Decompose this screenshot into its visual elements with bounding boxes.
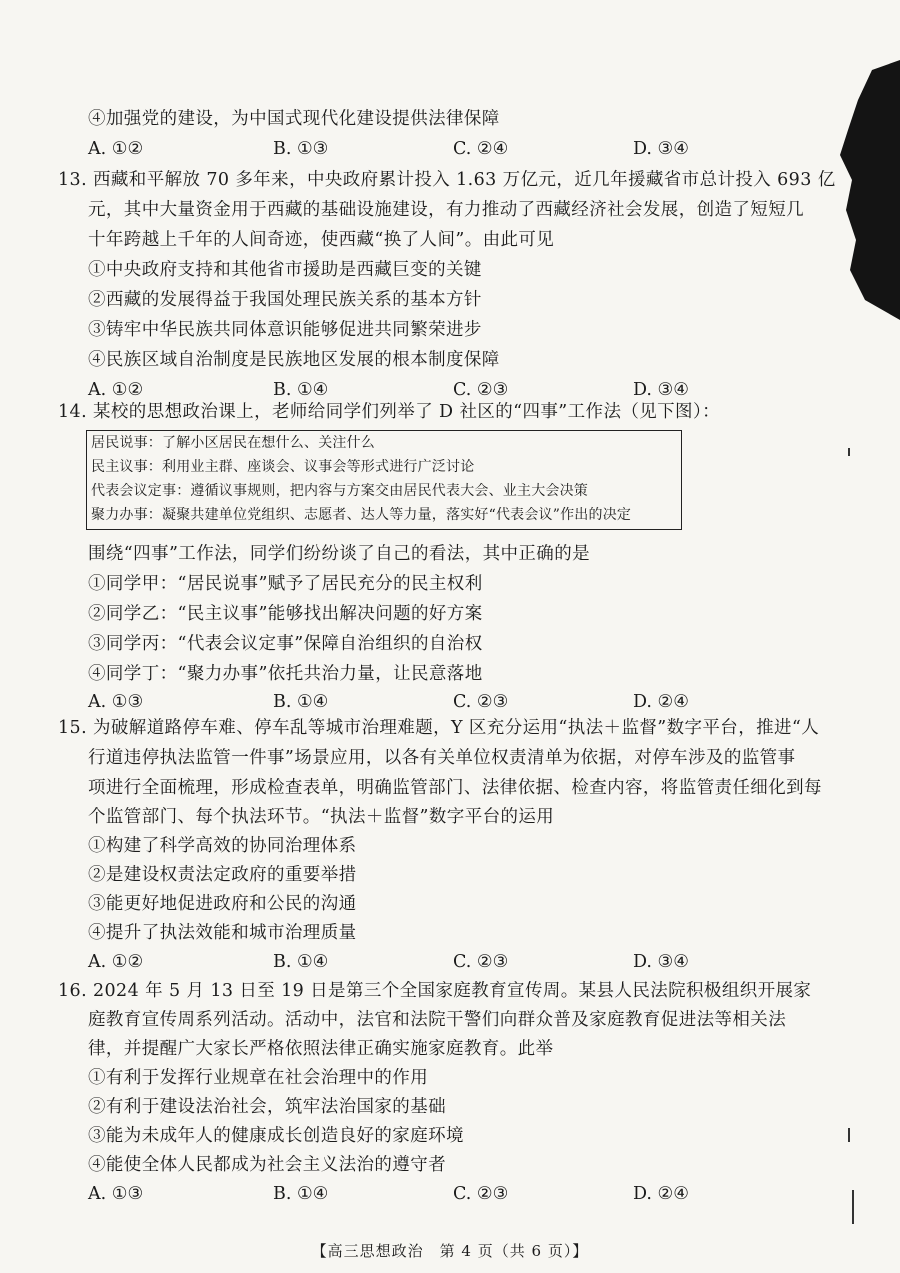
- q12-option-b: B. ①③: [273, 139, 329, 159]
- q13-option-c: C. ②③: [453, 380, 509, 400]
- q15-stem-line-1: 15. 为破解道路停车难、停车乱等城市治理难题，Y 区充分运用“执法＋监督”数字平台，推进“人: [58, 718, 820, 738]
- q12-options: [88, 137, 828, 161]
- q15-option-a: A. ①②: [88, 952, 144, 972]
- q13-stem-line-2: 元，其中大量资金用于西藏的基础设施建设，有力推动了西藏经济社会发展，创造了短短几: [88, 200, 804, 220]
- q14-item-2: ②同学乙：“民主议事”能够找出解决问题的好方案: [88, 604, 483, 624]
- q15-item-3: ③能更好地促进政府和公民的沟通: [88, 894, 357, 914]
- q14-item-3: ③同学丙：“代表会议定事”保障自治组织的自治权: [88, 634, 483, 654]
- q16-option-d: D. ②④: [633, 1184, 689, 1204]
- q13-option-b: B. ①④: [273, 380, 329, 400]
- torn-edge-shadow: [810, 60, 900, 320]
- q14-option-d: D. ②④: [633, 692, 689, 712]
- q16-option-b: B. ①④: [273, 1184, 329, 1204]
- q16-options: [88, 1182, 828, 1206]
- q14-option-b: B. ①④: [273, 692, 329, 712]
- q16-item-3: ③能为未成年人的健康成长创造良好的家庭环境: [88, 1126, 464, 1146]
- page-footer: 【高三思想政治 第 4 页（共 6 页）】: [311, 1242, 589, 1260]
- q15-option-b: B. ①④: [273, 952, 329, 972]
- q15-item-2: ②是建设权责法定政府的重要举措: [88, 865, 357, 885]
- q15-item-4: ④提升了执法效能和城市治理质量: [88, 923, 357, 943]
- q15-option-d: D. ③④: [633, 952, 689, 972]
- q14-box-row-1: 居民说事：了解小区居民在想什么、关注什么: [91, 435, 375, 451]
- q16-item-2: ②有利于建设法治社会，筑牢法治国家的基础: [88, 1097, 446, 1117]
- q15-option-c: C. ②③: [453, 952, 509, 972]
- q13-stem-line-1: 13. 西藏和平解放 70 多年来，中央政府累计投入 1.63 万亿元，近几年援藏省市总计投入 693 亿: [58, 170, 836, 190]
- q16-item-1: ①有利于发挥行业规章在社会治理中的作用: [88, 1068, 429, 1088]
- q12-item-4: ④加强党的建设，为中国式现代化建设提供法律保障: [88, 109, 500, 129]
- q16-stem-line-2: 庭教育宣传周系列活动。活动中，法官和法院干警们向群众普及家庭教育促进法等相关法: [88, 1010, 787, 1030]
- q14-box-row-4: 聚力办事：凝聚共建单位党组织、志愿者、达人等力量，落实好“代表会议”作出的决定: [91, 507, 632, 523]
- q16-option-a: A. ①③: [88, 1184, 144, 1204]
- scan-speck: [848, 448, 850, 456]
- q14-option-c: C. ②③: [453, 692, 509, 712]
- q15-options: [88, 950, 828, 974]
- q16-option-c: C. ②③: [453, 1184, 509, 1204]
- q14-box-row-3: 代表会议定事：遵循议事规则，把内容与方案交由居民代表大会、业主大会决策: [91, 483, 588, 499]
- q14-option-a: A. ①③: [88, 692, 144, 712]
- q14-item-1: ①同学甲：“居民说事”赋予了居民充分的民主权利: [88, 574, 483, 594]
- q14-options: [88, 690, 828, 714]
- q15-item-1: ①构建了科学高效的协同治理体系: [88, 836, 357, 856]
- q15-stem-line-2: 行道违停执法监管一件事”场景应用，以各有关单位权责清单为依据，对停车涉及的监管事: [88, 748, 796, 768]
- q13-item-2: ②西藏的发展得益于我国处理民族关系的基本方针: [88, 290, 482, 310]
- q13-item-3: ③铸牢中华民族共同体意识能够促进共同繁荣进步: [88, 320, 482, 340]
- q13-stem-line-3: 十年跨越上千年的人间奇迹，使西藏“换了人间”。由此可见: [88, 230, 555, 250]
- q15-stem-line-3: 项进行全面梳理，形成检查表单，明确监管部门、法律依据、检查内容，将监管责任细化到每: [88, 778, 822, 798]
- q16-item-4: ④能使全体人民都成为社会主义法治的遵守者: [88, 1155, 446, 1175]
- q14-question: 围绕“四事”工作法，同学们纷纷谈了自己的看法，其中正确的是: [88, 544, 590, 564]
- q12-option-d: D. ③④: [633, 139, 689, 159]
- q13-option-a: A. ①②: [88, 380, 144, 400]
- q14-item-4: ④同学丁：“聚力办事”依托共治力量，让民意落地: [88, 664, 483, 684]
- q15-stem-line-4: 个监管部门、每个执法环节。“执法＋监督”数字平台的运用: [88, 807, 555, 827]
- q13-option-d: D. ③④: [633, 380, 689, 400]
- q12-option-c: C. ②④: [453, 139, 509, 159]
- q13-options: [88, 378, 828, 402]
- q13-item-4: ④民族区域自治制度是民族地区发展的根本制度保障: [88, 350, 500, 370]
- q14-box-row-2: 民主议事：利用业主群、座谈会、议事会等形式进行广泛讨论: [91, 459, 475, 475]
- q14-method-box: [86, 430, 682, 530]
- q13-item-1: ①中央政府支持和其他省市援助是西藏巨变的关键: [88, 260, 482, 280]
- scan-speck: [852, 1190, 854, 1224]
- q14-stem: 14. 某校的思想政治课上，老师给同学们列举了 D 社区的“四事”工作法（见下图）：: [58, 402, 720, 422]
- scan-speck: [848, 1128, 850, 1142]
- q12-option-a: A. ①②: [88, 139, 144, 159]
- q16-stem-line-1: 16. 2024 年 5 月 13 日至 19 日是第三个全国家庭教育宣传周。某县人民法院积极组织开展家: [58, 981, 812, 1001]
- q16-stem-line-3: 律，并提醒广大家长严格依照法律正确实施家庭教育。此举: [88, 1039, 554, 1059]
